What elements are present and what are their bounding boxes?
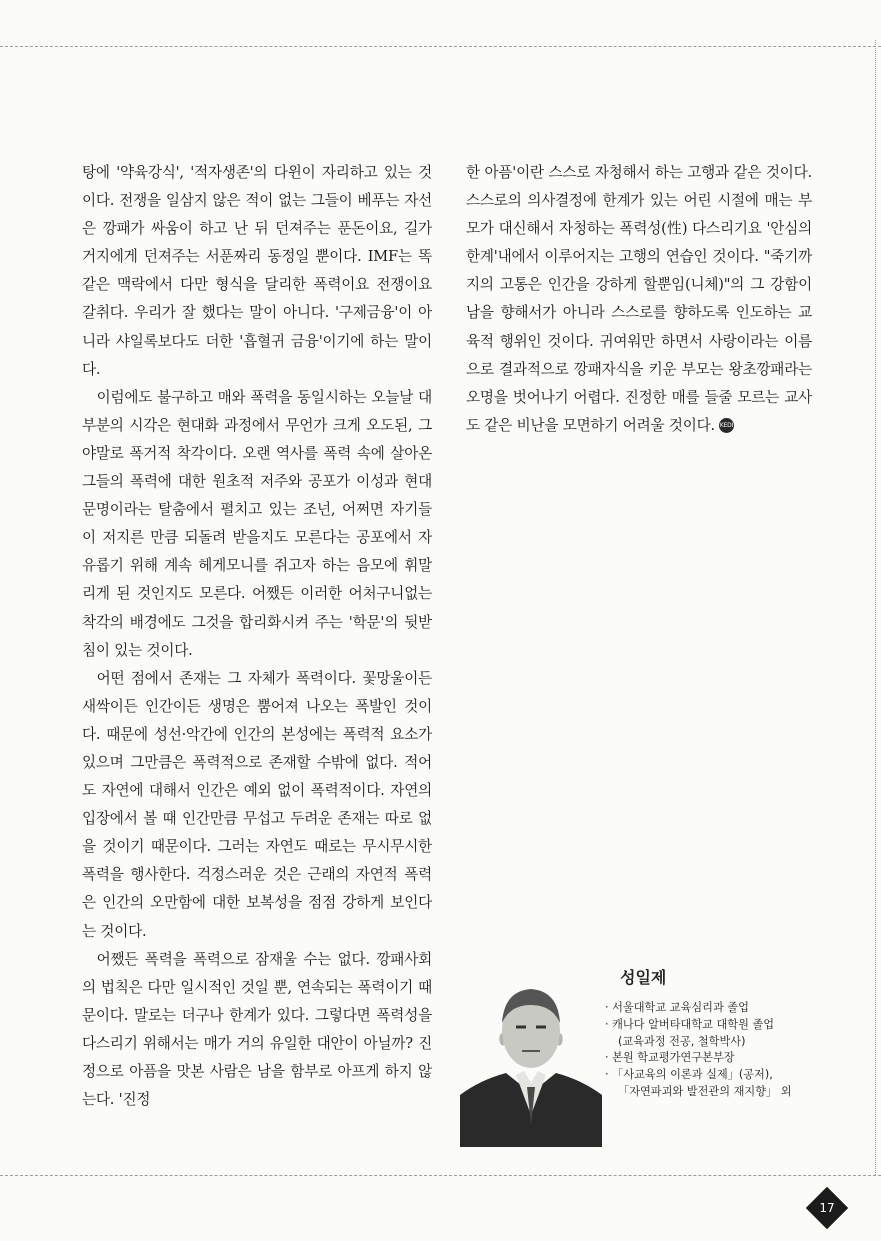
author-bio (605, 1000, 845, 1101)
paragraph (466, 159, 812, 440)
bio-item: · 캐나다 알버타대학교 대학원 졸업 (605, 1017, 845, 1034)
paragraph: 탕에 '약육강식', '적자생존'의 다윈이 자리하고 있는 것이다. 전쟁을 일삼지 않은 적이 없는 그들이 베푸는 자선은 깡패가 싸움이 하고 난 뒤 던져주는 푼돈이요, 길가 거지에게 던져주는 서푼짜리 동정일 뿐이다. IMF는 똑같은 맥락에서 다만 형식을 달리한 폭력이요 전쟁이요 갈취다. 우리가 잘 했다는 말이 아니다. '구제금융'이 아니라 샤일록보다도 더한 '흡혈귀 금융'이기에 하는 말이다. (82, 164, 432, 378)
paragraph: 어쨌든 폭력을 폭력으로 잠재울 수는 없다. 깡패사회의 법칙은 다만 일시적인 것일 뿐, 연속되는 폭력이기 때문이다. 말로는 더구나 한계가 있다. 그렇다면 폭력성을 다스리기 위해서는 매가 거의 유일한 대안이 아닐까? 진정으로 아픔을 맛본 사람은 남을 함부로 아프게 하지 않는다. '진정 (82, 950, 432, 1109)
bio-item: (교육과정 전공, 철학박사) (618, 1034, 746, 1048)
top-rule (0, 46, 881, 47)
page-number: 17 (819, 1201, 835, 1215)
author-photo (460, 975, 602, 1147)
bio-item: · 본원 학교평가연구본부장 (605, 1050, 845, 1067)
paragraph: 이럼에도 불구하고 매와 폭력을 동일시하는 오늘날 대부분의 시각은 현대화 과정에서 무언가 크게 오도된, 그야말로 폭거적 착각이다. 오랜 역사를 폭력 속에 살아온 그들의 폭력에 대한 원초적 저주와 공포가 이성과 현대문명이라는 탈춤에서 펼치고 있는 조넌, 어쩌면 자기들이 저지른 만큼 되돌려 받을지도 모른다는 공포에서 자유롭기 위해 계속 헤게모니를 쥐고자 하는 음모에 휘말리게 된 것인지도 모른다. 어쨌든 이러한 어처구니없는 착각의 배경에도 그것을 합리화시켜 주는 '학문'의 뒷받침이 있는 것이다. (82, 388, 432, 659)
bottom-rule (0, 1175, 881, 1176)
page-edge-line (875, 40, 877, 1175)
bio-item: 「자연파괴와 발전관의 재지향」 외 (618, 1084, 792, 1098)
paragraph: 어떤 점에서 존재는 그 자체가 폭력이다. 꽃망울이든 새싹이든 인간이든 생명은 뿜어져 나오는 폭발인 것이다. 때문에 성선·악간에 인간의 본성에는 폭력적 요소가 있으며 그만큼은 폭력적으로 존재할 수밖에 없다. 적어도 자연에 대해서 인간은 예외 없이 폭력적이다. 자연의 입장에서 볼 때 인간만큼 무섭고 두려운 존재는 따로 없을 것이기 때문이다. 그러는 자연도 때로는 무시무시한 폭력을 행사한다. 걱정스러운 것은 근래의 자연적 폭력은 인간의 오만함에 대한 보복성을 점점 강하게 보인다는 것이다. (82, 669, 432, 940)
bio-item: · 「사교육의 이론과 실제」(공저), (605, 1067, 845, 1084)
bio-item: · 서울대학교 교육심리과 졸업 (605, 1000, 845, 1017)
author-name: 성일제 (620, 968, 667, 987)
end-mark-icon: KEDI (719, 418, 734, 433)
article-right-column (466, 159, 812, 440)
page-number-badge (806, 1187, 848, 1229)
paragraph-text: 한 아픔'이란 스스로 자청해서 하는 고행과 같은 것이다. 스스로의 의사결정에 한계가 있는 어린 시절에 매는 부모가 대신해서 자청하는 폭력성(性) 다스리기요 '안심의 한계'내에서 이루어지는 고행의 연습인 것이다. "죽기까지의 고통은 인간을 강하게 할뿐임(니체)"의 그 강함이 남을 향해서가 아니라 스스로를 향하도록 인도하는 교육적 행위인 것이다. 귀여워만 하면서 사랑이라는 이름으로 결과적으로 깡패자식을 키운 부모는 왕초깡패라는 오명을 벗어나기 어렵다. 진정한 매를 들줄 모르는 교사도 같은 비난을 모면하기 어려울 것이다. (466, 164, 812, 434)
article-left-column (82, 159, 432, 1114)
